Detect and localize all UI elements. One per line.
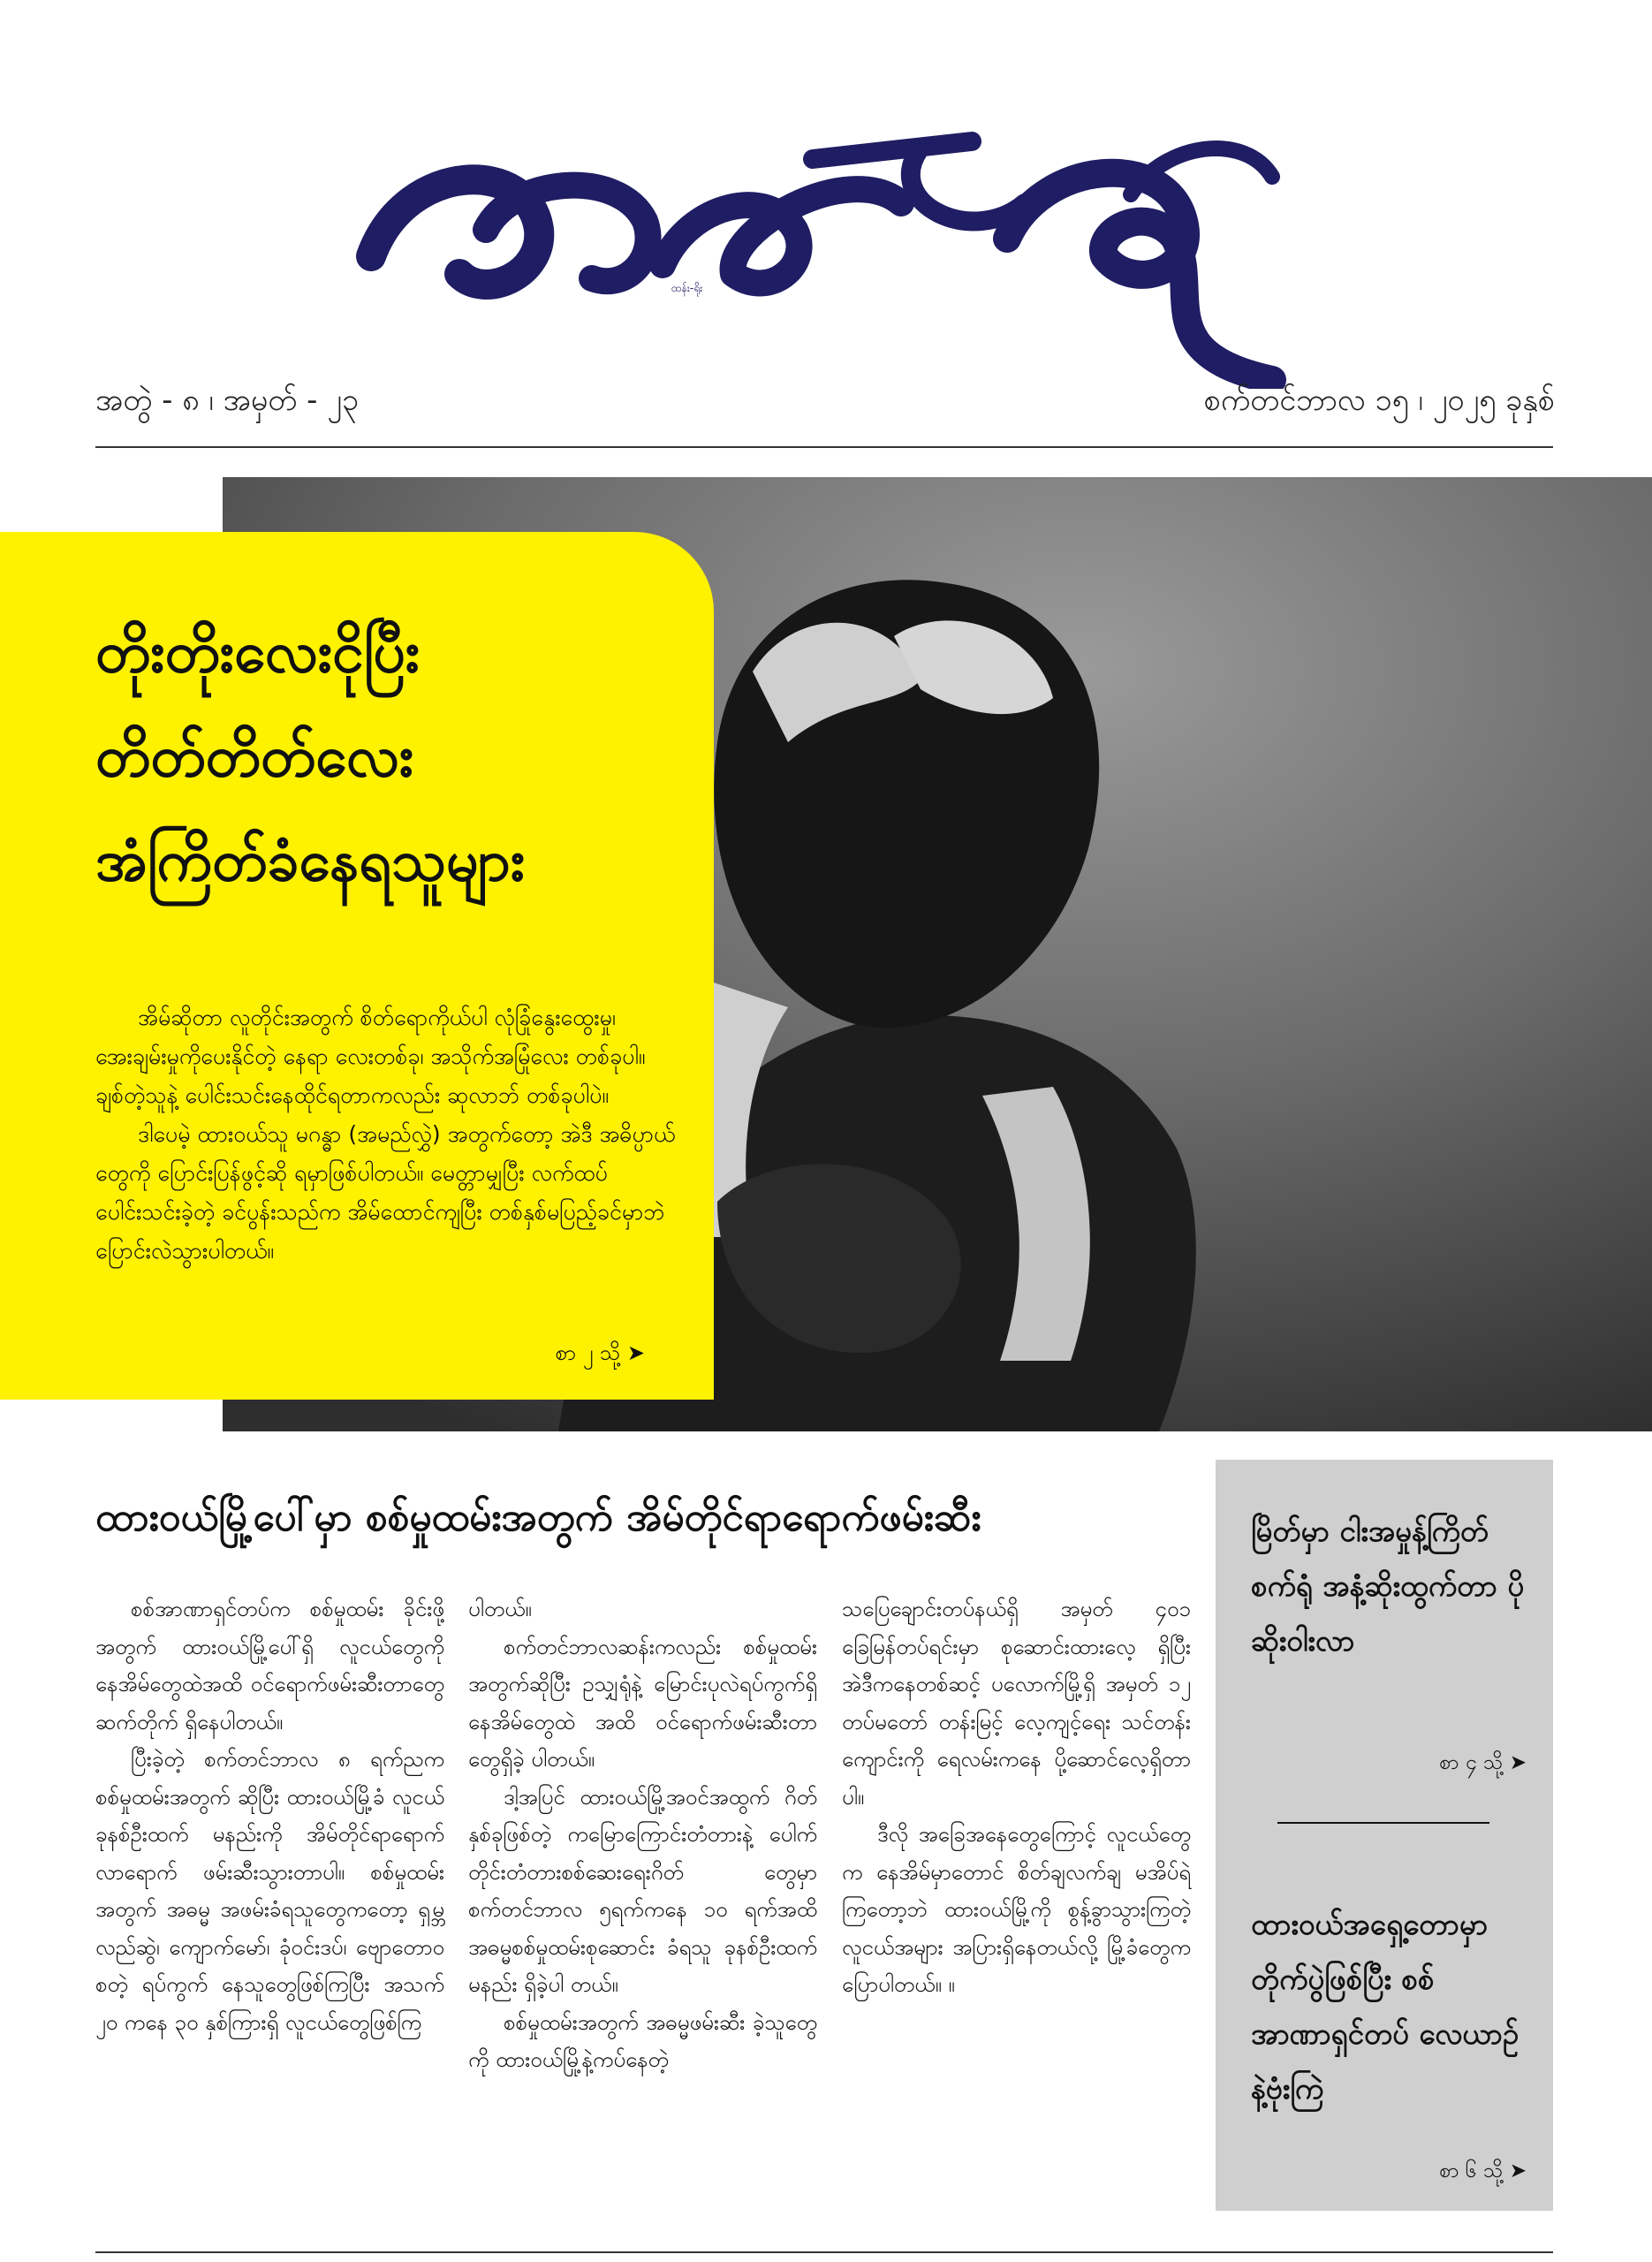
lead-paragraph-2: ဒါပေမဲ့ ထားဝယ်သူ မဂန္ဓာ (အမည်လွှဲ) အတွက်တော့ အဲဒီ အဓိပ္ပာယ်တွေကို ပြောင်းပြန်ဖွင့်ဆို ရမှာဖြစ်ပါတယ်။ မေတ္တာမျှပြီး လက်ထပ်ပေါင်းသင်းခဲ့တဲ့ ခင်ပွန်းသည်က အိမ်ထောင်ကျပြီး တစ်နှစ်မပြည့်ခင်မှာဘဲ ပြောင်းလဲသွားပါတယ်။ bbox=[95, 1121, 676, 1264]
sidebar-teaser-2-title[interactable]: ထားဝယ်အရှေ့တောမှာ တိုက်ပွဲဖြစ်ပြီး စစ်အာဏာရှင်တပ် လေယာဉ်နဲ့ဗုံးကြဲ bbox=[1251, 1907, 1519, 2106]
story-paragraph: စစ်အာဏာရှင်တပ်က စစ်မှုထမ်း ခိုင်းဖို့အတွက် ထားဝယ်မြို့ပေါ်ရှိ လူငယ်တွေကို နေအိမ်တွေထဲအထိ ဝင်ရောက်ဖမ်းဆီးတာတွေ ဆက်တိုက် ရှိနေပါတယ်။ bbox=[95, 1597, 444, 1734]
story-paragraph: ပါတယ်။ bbox=[468, 1597, 532, 1621]
sidebar-teaser-1-continued[interactable]: စာ ၄ သို့ ➤ bbox=[1439, 1751, 1527, 1774]
header-rule bbox=[95, 446, 1553, 448]
story-column-1 bbox=[95, 1590, 444, 2041]
feature-continued-link[interactable]: စာ ၂ သို့ ➤ bbox=[555, 1340, 645, 1365]
issue-number: အတွဲ - ၈ ၊ အမှတ် - ၂၃ bbox=[95, 383, 360, 418]
story-paragraph: သပြေချောင်းတပ်နယ်ရှိ အမှတ် ၄၀၁ ခြေမြန်တပ်ရင်းမှာ စုဆောင်းထားလေ့ ရှိပြီး အဲဒီကနေတစ်ဆင့် ပလောက်မြို့ရှိ အမှတ် ၁၂ တပ်မတော် တန်းမြင့် လေ့ကျင့်ရေး သင်တန်းကျောင်းကို ရေလမ်းကနေ ပို့ဆောင်လေ့ရှိတာပါ။ bbox=[842, 1597, 1191, 1810]
svg-text:ထန်း-ရိုး: ထန်း-ရိုး bbox=[671, 282, 703, 294]
story-paragraph: စစ်မှုထမ်းအတွက် အဓမ္မဖမ်းဆီး ခဲ့သူတွေကို ထားဝယ်မြို့နဲ့ကပ်နေတဲ့ bbox=[468, 2009, 817, 2072]
story-paragraph: ဒါ့အပြင် ထားဝယ်မြို့အဝင်အထွက် ဂိတ်နှစ်ခုဖြစ်တဲ့ ကမြောကြောင်းတံတားနဲ့ ပေါက်တိုင်းတံတားစစ်ဆေးရေးဂိတ် တွေမှာ စက်တင်ဘာလ ၅ရက်ကနေ ၁၀ ရက်အထိ အဓမ္မစစ်မှုထမ်းစုဆောင်း ခံရသူ ခုနစ်ဦးထက်မနည်း ရှိခဲ့ပါ တယ်။ bbox=[468, 1784, 817, 1997]
sidebar-teasers bbox=[1216, 1460, 1553, 2211]
headline-line-3: အံကြိတ်ခံနေရသူများ bbox=[95, 829, 526, 894]
sidebar-teaser-2-continued[interactable]: စာ ၆ သို့ ➤ bbox=[1439, 2160, 1527, 2182]
feature-lead bbox=[95, 998, 678, 1271]
story-column-2 bbox=[468, 1590, 817, 2079]
masthead bbox=[0, 0, 1652, 371]
headline-line-1: တိုးတိုးလေးငိုပြီး bbox=[95, 620, 421, 686]
footer-rule bbox=[95, 2251, 1553, 2253]
story-headline[interactable]: ထားဝယ်မြို့ပေါ်မှာ စစ်မှုထမ်းအတွက် အိမ်တိုင်ရာရောက်ဖမ်းဆီး bbox=[95, 1495, 981, 1540]
story-paragraph: ဒီလို အခြေအနေတွေကြောင့် လူငယ်တွေက နေအိမ်မှာတောင် စိတ်ချလက်ချ မအိပ်ရဲကြတော့ဘဲ ထားဝယ်မြို့ကို စွန့်ခွာသွားကြတဲ့ လူငယ်အများ အပြားရှိနေတယ်လို့ မြို့ခံတွေက ပြောပါတယ်။ ။ bbox=[842, 1822, 1191, 1997]
story-paragraph: စက်တင်ဘာလဆန်းကလည်း စစ်မှုထမ်းအတွက်ဆိုပြီး ဥသျှရုံနဲ့ မြောင်းပုလဲရပ်ကွက်ရှိ နေအိမ်တွေထဲ အထိ ဝင်ရောက်ဖမ်းဆီးတာတွေရှိခဲ့ ပါတယ်။ bbox=[468, 1634, 817, 1772]
story-column-3 bbox=[842, 1590, 1191, 2004]
headline-line-2: တိတ်တိတ်လေး bbox=[95, 725, 414, 790]
sidebar-teaser-1-title[interactable]: မြိတ်မှာ ငါးအမှုန့်ကြိတ်စက်ရုံ အနံ့ဆိုးထွက်တာ ပိုဆိုးဝါးလာ bbox=[1251, 1514, 1525, 1658]
sidebar-divider bbox=[1277, 1822, 1489, 1824]
issue-date: စက်တင်ဘာလ ၁၅ ၊ ၂၀၂၅ ခုနှစ် bbox=[1203, 383, 1555, 418]
lead-paragraph-1: အိမ်ဆိုတာ လူတိုင်းအတွက် စိတ်ရောကိုယ်ပါ လုံခြုံနွေးထွေးမှု၊ အေးချမ်းမှုကိုပေးနိုင်တဲ့ နေရာ လေးတစ်ခု၊ အသိုက်အမြုံလေး တစ်ခုပါ။ ချစ်တဲ့သူနဲ့ ပေါင်းသင်းနေထိုင်ရတာကလည်း ဆုလာဘ် တစ်ခုပါပဲ။ bbox=[95, 1005, 646, 1108]
feature-headline[interactable] bbox=[95, 601, 696, 914]
story-paragraph: ပြီးခဲ့တဲ့ စက်တင်ဘာလ ၈ ရက်ညက စစ်မှုထမ်းအတွက် ဆိုပြီး ထားဝယ်မြို့ခံ လူငယ် ခုနစ်ဦးထက် မနည်းကို အိမ်တိုင်ရာရောက် လာရောက် ဖမ်းဆီးသွားတာပါ။ စစ်မှုထမ်း အတွက် အဓမ္မ အဖမ်းခံရသူတွေကတော့ ရှမ္ဘလည်ဆွဲ၊ ကျောက်မော်၊ ခုံဝင်းဒပ်၊ ဗျောတောဝ စတဲ့ ရပ်ကွက် နေသူတွေဖြစ်ကြပြီး အသက် ၂၀ ကနေ ၃၀ နှစ်ကြားရှိ လူငယ်တွေဖြစ်ကြ bbox=[95, 1747, 444, 2035]
masthead-logo bbox=[353, 124, 1307, 389]
